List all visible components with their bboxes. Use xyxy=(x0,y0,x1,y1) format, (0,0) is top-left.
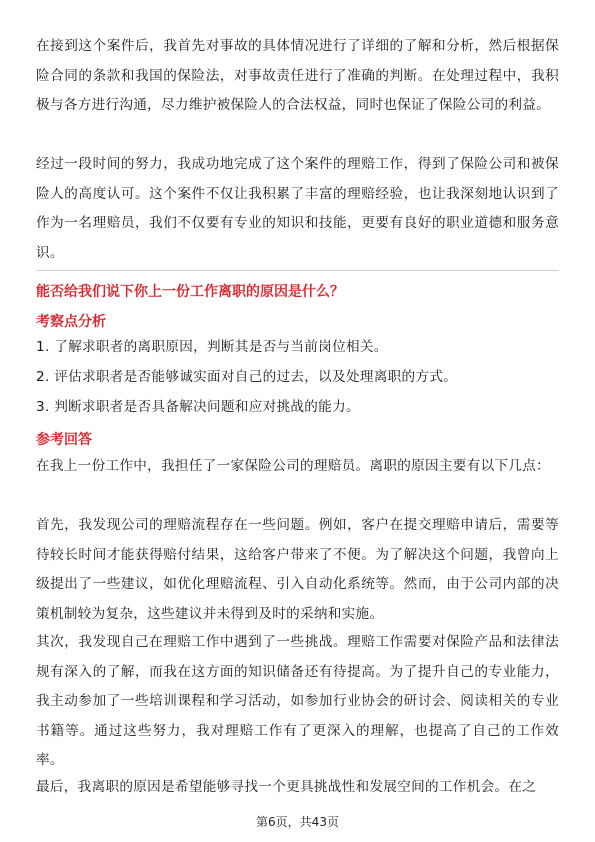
section-divider xyxy=(36,270,559,271)
analysis-item-1: 1. 了解求职者的离职原因，判断其是否与当前岗位相关。 xyxy=(36,339,388,355)
page-number: 第6页，共43页 xyxy=(256,815,339,829)
answer-paragraph-3: 其次，我发现自己在理赔工作中遇到了一些挑战。理赔工作需要对保险产品和法律法规有深入的了解，而我在这方面的知识储备还有待提高。为了提升自己的专业能力，我主动参加了一些培训课程和学习活动，如参加行业协会的研讨会、阅读相关的专业书籍等。通过这些努力，我对理赔工作有了更深入的理解，也提高了自己的工作效率。 xyxy=(36,634,559,768)
answer-heading: 参考回答 xyxy=(36,432,92,448)
analysis-item-3: 3. 判断求职者是否具备解决问题和应对挑战的能力。 xyxy=(36,399,360,415)
intro-paragraph-2: 经过一段时间的努力，我成功地完成了这个案件的理赔工作，得到了保险公司和被保险人的高度认可。这个案件不仅让我积累了丰富的理赔经验，也让我深刻地认识到了作为一名理赔员，我们不仅要有专业的知识和技能，更要有良好的职业道德和服务意识。 xyxy=(36,156,559,261)
analysis-heading: 考察点分析 xyxy=(36,314,106,330)
interview-question: 能否给我们说下你上一份工作离职的原因是什么？ xyxy=(36,284,344,300)
answer-paragraph-4: 最后，我离职的原因是希望能够寻找一个更具挑战性和发展空间的工作机会。在之 xyxy=(36,779,537,795)
analysis-item-2: 2. 评估求职者是否能够诚实面对自己的过去，以及处理离职的方式。 xyxy=(36,369,458,385)
answer-paragraph-2: 首先，我发现公司的理赔流程存在一些问题。例如，客户在提交理赔申请后，需要等待较长时间才能获得赔付结果，这给客户带来了不便。为了解决这个问题，我曾向上级提出了一些建议，如优化理赔流程、引入自动化系统等。然而，由于公司内部的决策机制较为复杂，这些建议并未得到及时的采纳和实施。 xyxy=(36,517,559,622)
intro-paragraph-1: 在接到这个案件后，我首先对事故的具体情况进行了详细的了解和分析，然后根据保险合同的条款和我国的保险法，对事故责任进行了准确的判断。在处理过程中，我积极与各方进行沟通，尽力维护被保险人的合法权益，同时也保证了保险公司的利益。 xyxy=(36,38,559,113)
answer-paragraph-1: 在我上一份工作中，我担任了一家保险公司的理赔员。离职的原因主要有以下几点： xyxy=(36,458,551,474)
